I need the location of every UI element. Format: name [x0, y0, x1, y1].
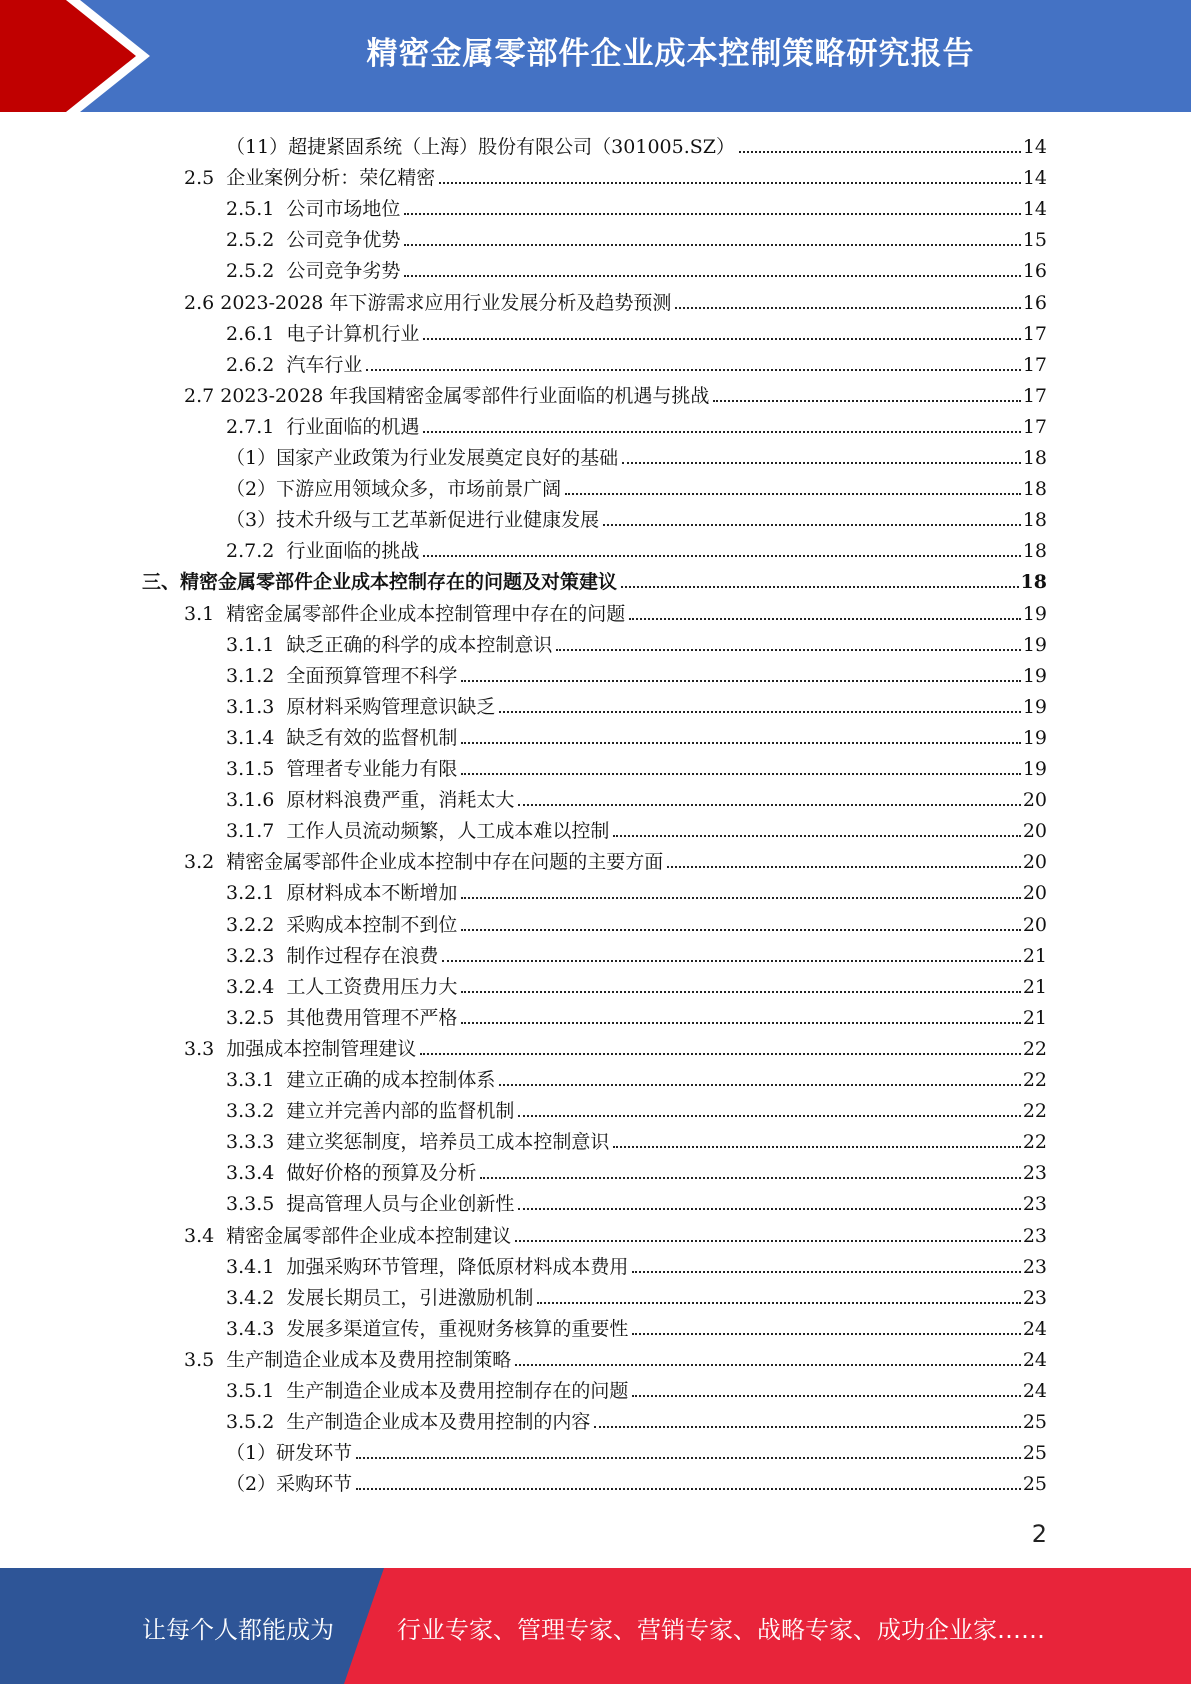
toc-entry-title: 3.2.5 其他费用管理不严格	[226, 1006, 458, 1029]
toc-dot-leader	[366, 369, 1020, 371]
toc-dot-leader	[461, 773, 1020, 775]
toc-entry-title: 3.4.3 发展多渠道宣传，重视财务核算的重要性	[226, 1317, 629, 1340]
toc-entry[interactable]	[226, 1372, 1047, 1403]
toc-entry-title: 3.5.1 生产制造企业成本及费用控制存在的问题	[226, 1380, 629, 1402]
toc-entry-page: 21	[1022, 944, 1047, 967]
toc-dot-leader	[461, 897, 1020, 899]
toc-entry-title: 2.6 2023-2028 年下游需求应用行业发展分析及趋势预测	[184, 291, 672, 314]
toc-dot-leader	[439, 182, 1021, 184]
toc-entry-page: 19	[1022, 758, 1047, 780]
toc-dot-leader	[461, 1022, 1020, 1024]
toc-dot-leader	[461, 991, 1020, 993]
toc-entry-title: （1）国家产业政策为行业发展奠定良好的基础	[226, 447, 619, 469]
toc-dot-leader	[420, 1053, 1021, 1055]
toc-entry-page: 21	[1022, 975, 1047, 998]
toc-entry-page: 20	[1022, 882, 1047, 905]
toc-entry-page: 19	[1022, 726, 1047, 749]
toc-entry-page: 17	[1022, 384, 1047, 407]
toc-entry-title: 3.1.1 缺乏正确的科学的成本控制意识	[226, 633, 553, 656]
toc-entry-title: 三、精密金属零部件企业成本控制存在的问题及对策建议	[142, 571, 618, 594]
toc-entry[interactable]	[226, 1403, 1047, 1434]
toc-entry[interactable]	[226, 999, 1047, 1030]
toc-dot-leader	[632, 1271, 1020, 1273]
toc-dot-leader	[603, 524, 1021, 526]
toc-entry-page: 20	[1022, 789, 1047, 812]
toc-entry-title: 3.2.3 制作过程存在浪费	[226, 944, 439, 967]
toc-dot-leader	[632, 1333, 1020, 1335]
toc-dot-leader	[675, 307, 1020, 309]
toc-entry[interactable]	[226, 439, 1047, 470]
toc-dot-leader	[621, 586, 1019, 588]
toc-entry-page: 24	[1022, 1380, 1047, 1402]
toc-entry[interactable]	[226, 968, 1047, 999]
toc-dot-leader	[565, 493, 1021, 495]
page-number: 2	[1031, 1520, 1047, 1548]
toc-entry-title: 3.4 精密金属零部件企业成本控制建议	[184, 1224, 512, 1247]
toc-entry-title: 3.2 精密金属零部件企业成本控制中存在问题的主要方面	[184, 851, 664, 874]
toc-entry-page: 23	[1022, 1162, 1047, 1185]
toc-dot-leader	[556, 649, 1020, 651]
toc-entry-page: 19	[1022, 602, 1047, 625]
toc-entry-page: 18	[1022, 478, 1047, 501]
toc-dot-leader	[499, 711, 1020, 713]
toc-entry[interactable]	[184, 1030, 1047, 1061]
toc-entry-title: 3.1.5 管理者专业能力有限	[226, 758, 458, 780]
toc-entry[interactable]	[226, 719, 1047, 750]
toc-entry-page: 23	[1022, 1193, 1047, 1216]
toc-entry[interactable]	[226, 688, 1047, 719]
toc-entry-page: 22	[1022, 1100, 1047, 1123]
toc-dot-leader	[423, 338, 1020, 340]
toc-entry-page: 14	[1022, 167, 1047, 190]
toc-entry[interactable]	[226, 812, 1047, 843]
toc-dot-leader	[739, 151, 1021, 153]
toc-entry[interactable]	[226, 750, 1047, 781]
toc-entry-title: 3.3.5 提高管理人员与企业创新性	[226, 1193, 515, 1216]
toc-entry-page: 16	[1022, 291, 1047, 314]
toc-entry-page: 23	[1022, 1255, 1047, 1278]
toc-entry[interactable]	[226, 1279, 1047, 1310]
toc-entry[interactable]	[226, 1465, 1047, 1496]
toc-entry-title: 3.5 生产制造企业成本及费用控制策略	[184, 1348, 512, 1371]
toc-entry-page: 17	[1022, 322, 1047, 345]
toc-entry-title: 3.3.4 做好价格的预算及分析	[226, 1162, 477, 1185]
toc-entry-title: 2.5.2 公司竞争优势	[226, 229, 401, 252]
toc-entry-title: 2.7.1 行业面临的机遇	[226, 415, 420, 438]
toc-dot-leader	[404, 275, 1020, 277]
toc-entry[interactable]	[226, 1092, 1047, 1123]
toc-entry-page: 24	[1022, 1317, 1047, 1340]
toc-entry[interactable]	[226, 190, 1047, 221]
toc-dot-leader	[613, 1146, 1020, 1148]
toc-dot-leader	[461, 680, 1020, 682]
toc-entry[interactable]	[184, 1217, 1047, 1248]
toc-dot-leader	[518, 1208, 1020, 1210]
toc-entry-title: 3.5.2 生产制造企业成本及费用控制的内容	[226, 1411, 591, 1434]
toc-entry-title: 3.3.1 建立正确的成本控制体系	[226, 1069, 496, 1091]
toc-dot-leader	[480, 1177, 1020, 1179]
toc-entry-page: 22	[1022, 1069, 1047, 1091]
toc-entry[interactable]	[226, 937, 1047, 968]
toc-dot-leader	[461, 742, 1020, 744]
toc-entry[interactable]	[226, 781, 1047, 812]
toc-entry[interactable]	[226, 657, 1047, 688]
toc-entry-page: 19	[1022, 695, 1047, 718]
toc-entry[interactable]	[142, 563, 1047, 594]
toc-entry-title: 3.1.3 原材料采购管理意识缺乏	[226, 695, 496, 718]
toc-entry-title: 2.6.1 电子计算机行业	[226, 322, 420, 345]
toc-entry-title: （11）超捷紧固系统（上海）股份有限公司（301005.SZ）	[226, 136, 735, 158]
toc-dot-leader	[518, 804, 1020, 806]
toc-entry-page: 23	[1022, 1224, 1047, 1247]
toc-entry-page: 20	[1022, 820, 1047, 843]
toc-entry[interactable]	[226, 1248, 1047, 1279]
toc-entry-title: 3.1.7 工作人员流动频繁，人工成本难以控制	[226, 820, 610, 843]
toc-entry-page: 18	[1020, 571, 1047, 594]
toc-entry-title: 3.2.2 采购成本控制不到位	[226, 913, 458, 936]
footer-slogan-left: 让每个人都能成为	[142, 1616, 334, 1644]
page-header	[0, 0, 1191, 112]
toc-dot-leader	[404, 213, 1020, 215]
toc-entry-title: 3.4.1 加强采购环节管理，降低原材料成本费用	[226, 1255, 629, 1278]
toc-entry-page: 17	[1022, 415, 1047, 438]
toc-entry[interactable]	[226, 874, 1047, 905]
toc-dot-leader	[632, 1395, 1020, 1397]
toc-entry-page: 17	[1022, 353, 1047, 376]
toc-entry-page: 25	[1022, 1473, 1047, 1496]
toc-entry-page: 22	[1022, 1037, 1047, 1060]
toc-entry-title: 3.1.2 全面预算管理不科学	[226, 664, 458, 687]
toc-entry-title: 2.7 2023-2028 年我国精密金属零部件行业面临的机遇与挑战	[184, 384, 710, 407]
toc-dot-leader	[404, 244, 1020, 246]
toc-dot-leader	[442, 960, 1020, 962]
toc-entry-page: 18	[1022, 509, 1047, 532]
toc-entry-page: 23	[1022, 1286, 1047, 1309]
toc-entry-page: 25	[1022, 1411, 1047, 1434]
toc-entry-title: （2）下游应用领域众多，市场前景广阔	[226, 478, 562, 501]
toc-entry-page: 20	[1022, 913, 1047, 936]
toc-entry-page: 14	[1022, 136, 1047, 158]
toc-dot-leader	[356, 1488, 1021, 1490]
toc-entry-title: 3.1.4 缺乏有效的监督机制	[226, 726, 458, 749]
toc-dot-leader	[518, 1115, 1020, 1117]
footer-slogan-right: 行业专家、管理专家、营销专家、战略专家、成功企业家……	[397, 1616, 1045, 1644]
toc-entry-page: 18	[1022, 540, 1047, 563]
toc-entry-title: 3.4.2 发展长期员工，引进激励机制	[226, 1286, 534, 1309]
toc-entry[interactable]	[226, 1123, 1047, 1154]
toc-dot-leader	[667, 866, 1021, 868]
toc-entry[interactable]	[226, 906, 1047, 937]
toc-entry[interactable]	[184, 377, 1047, 408]
toc-entry[interactable]	[184, 595, 1047, 626]
toc-entry[interactable]	[184, 284, 1047, 315]
toc-entry-page: 24	[1022, 1348, 1047, 1371]
toc-entry-title: 2.7.2 行业面临的挑战	[226, 540, 420, 563]
toc-entry[interactable]	[226, 532, 1047, 563]
toc-entry[interactable]	[226, 252, 1047, 283]
toc-entry-title: （2）采购环节	[226, 1473, 353, 1496]
toc-entry-page: 15	[1022, 229, 1047, 252]
page-footer	[0, 1568, 1191, 1684]
toc-dot-leader	[537, 1302, 1020, 1304]
toc-entry-page: 16	[1022, 260, 1047, 283]
toc-entry-page: 14	[1022, 198, 1047, 221]
toc-dot-leader	[356, 1457, 1021, 1459]
toc-entry[interactable]	[226, 1310, 1047, 1341]
toc-entry-title: （1）研发环节	[226, 1442, 353, 1465]
toc-entry[interactable]	[226, 1061, 1047, 1092]
toc-entry-title: 2.6.2 汽车行业	[226, 353, 363, 376]
toc-entry[interactable]	[226, 346, 1047, 377]
toc-entry[interactable]	[226, 501, 1047, 532]
toc-dot-leader	[515, 1240, 1021, 1242]
toc-entry-title: 3.2.4 工人工资费用压力大	[226, 975, 458, 998]
toc-entry-page: 18	[1022, 447, 1047, 469]
toc-dot-leader	[629, 618, 1021, 620]
toc-entry[interactable]	[184, 843, 1047, 874]
toc-entry-title: 2.5.2 公司竞争劣势	[226, 260, 401, 283]
toc-entry[interactable]	[226, 1154, 1047, 1185]
toc-dot-leader	[622, 462, 1021, 464]
toc-entry-page: 19	[1022, 664, 1047, 687]
toc-entry-page: 21	[1022, 1006, 1047, 1029]
toc-entry[interactable]	[184, 1341, 1047, 1372]
toc-entry-page: 20	[1022, 851, 1047, 874]
toc-dot-leader	[594, 1426, 1020, 1428]
toc-dot-leader	[423, 431, 1020, 433]
toc-entry[interactable]	[226, 128, 1047, 159]
toc-entry[interactable]	[226, 221, 1047, 252]
toc-entry[interactable]	[226, 315, 1047, 346]
toc-entry-page: 25	[1022, 1442, 1047, 1465]
toc-dot-leader	[515, 1364, 1021, 1366]
toc-entry-title: 2.5 企业案例分析：荣亿精密	[184, 167, 436, 190]
toc-entry-title: 3.3 加强成本控制管理建议	[184, 1037, 417, 1060]
toc-dot-leader	[613, 835, 1020, 837]
report-title: 精密金属零部件企业成本控制策略研究报告	[366, 36, 975, 72]
toc-dot-leader	[499, 1084, 1020, 1086]
toc-entry-title: 3.1.6 原材料浪费严重，消耗太大	[226, 789, 515, 812]
toc-dot-leader	[713, 400, 1020, 402]
toc-entry-title: 3.3.2 建立并完善内部的监督机制	[226, 1100, 515, 1123]
toc-entry[interactable]	[184, 159, 1047, 190]
toc-entry[interactable]	[226, 408, 1047, 439]
toc-entry[interactable]	[226, 1185, 1047, 1216]
toc-entry[interactable]	[226, 626, 1047, 657]
toc-entry-page: 19	[1022, 633, 1047, 656]
toc-entry-title: 3.3.3 建立奖惩制度，培养员工成本控制意识	[226, 1131, 610, 1154]
toc-entry-title: 2.5.1 公司市场地位	[226, 198, 401, 221]
toc-entry-title: 3.2.1 原材料成本不断增加	[226, 882, 458, 905]
toc-dot-leader	[423, 555, 1020, 557]
toc-entry-title: （3）技术升级与工艺革新促进行业健康发展	[226, 509, 600, 532]
toc-entry-title: 3.1 精密金属零部件企业成本控制管理中存在的问题	[184, 602, 626, 625]
toc-dot-leader	[461, 929, 1020, 931]
toc-entry[interactable]	[226, 1434, 1047, 1465]
toc-entry[interactable]	[226, 470, 1047, 501]
toc-entry-page: 22	[1022, 1131, 1047, 1154]
